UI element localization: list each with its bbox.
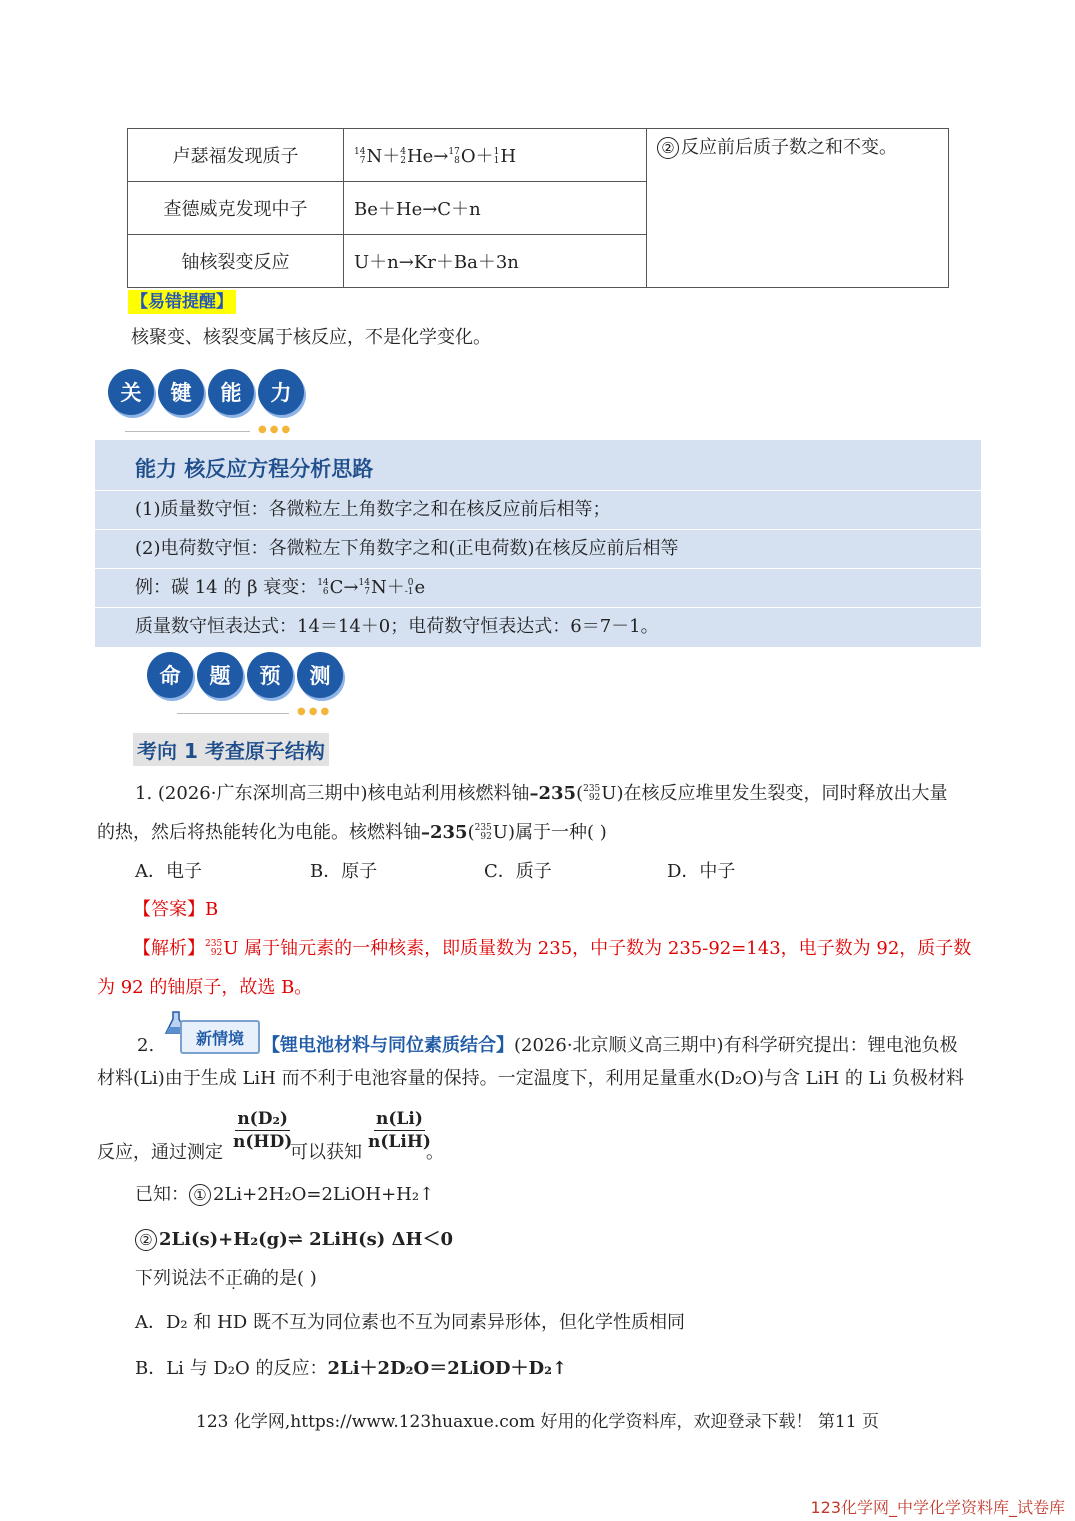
option-c: C．质子 bbox=[484, 861, 552, 882]
title-char: 力 bbox=[258, 369, 304, 415]
table-cell-name: 铀核裂变反应 bbox=[128, 235, 344, 288]
divider bbox=[95, 607, 981, 608]
ability-heading: 能力 核反应方程分析思路 bbox=[135, 457, 374, 481]
title-char: 预 bbox=[247, 652, 293, 698]
divider bbox=[125, 431, 250, 432]
divider bbox=[95, 568, 981, 569]
dots-decoration: ●●● bbox=[258, 424, 294, 435]
divider bbox=[95, 529, 981, 530]
option-b: B．原子 bbox=[310, 861, 378, 882]
dots-decoration: ●●● bbox=[297, 706, 333, 717]
option-a: A．电子 bbox=[135, 861, 202, 882]
q2-line: 。 bbox=[426, 1142, 444, 1163]
analysis-line: 为 92 的铀原子，故选 B。 bbox=[97, 977, 313, 998]
q2-line: 材料(Li)由于生成 LiH 而不利于电池容量的保持。一定温度下，利用足量重水(D₂O)与含 LiH 的 Li 负极材料 bbox=[97, 1068, 965, 1089]
table-cell-name: 卢瑟福发现质子 bbox=[128, 129, 344, 182]
section-title-key-ability bbox=[108, 369, 304, 415]
nuclear-reaction-table bbox=[127, 128, 949, 288]
option-d: D．中子 bbox=[667, 861, 736, 882]
section-title-prediction bbox=[147, 652, 343, 698]
q2-line: 【锂电池材料与同位素质结合】(2026·北京顺义高三期中)有科学研究提出：锂电池负极 bbox=[262, 1035, 958, 1056]
q2-line: 可以获知 bbox=[290, 1142, 362, 1163]
known-line: 已知： ① 2Li+2H₂O=2LiOH+H₂↑ bbox=[135, 1184, 435, 1205]
divider bbox=[177, 713, 289, 714]
table-row bbox=[128, 129, 949, 182]
table-cell-equation: Be＋He→C＋n bbox=[344, 182, 647, 235]
analysis-line: 【解析】 235 92 U 属于铀元素的一种核素，即质量数为 235，中子数为 235-92=143，电子数为 92，质子数 bbox=[133, 938, 972, 959]
q2-ask: 下列说法不正确的是( ) bbox=[135, 1268, 317, 1289]
site-watermark: 123化学网_中学化学资料库_试卷库 bbox=[810, 1498, 1065, 1517]
title-char: 关 bbox=[108, 369, 154, 415]
tip-text: 核聚变、核裂变属于核反应，不是化学变化。 bbox=[131, 327, 491, 348]
ability-example: 例：碳 14 的 β 衰变： 14 6 C→ 14 7 N＋ 0 -1 e bbox=[135, 577, 426, 598]
divider bbox=[95, 490, 981, 491]
new-context-badge: 新情境 bbox=[180, 1020, 260, 1054]
q1-line: 的热，然后将热能转化为电能。核燃料铀–235( 235 92 U)属于一种( ) bbox=[97, 822, 607, 843]
table-cell-equation: 14 7 N＋ 4 2 He→ 17 8 O＋ 1 1 H bbox=[344, 129, 647, 182]
fraction-li-lih: n(Li) n(LiH) bbox=[368, 1109, 431, 1152]
tip-label: 【易错提醒】 bbox=[128, 290, 236, 314]
fraction-d2-hd: $\frac{\text{n(D₂)}}{n(HD)}$ bbox=[233, 1109, 293, 1152]
ability-line: (2)电荷数守恒：各微粒左下角数字之和(正电荷数)在核反应前后相等 bbox=[135, 538, 679, 559]
title-char: 题 bbox=[197, 652, 243, 698]
section-heading: 考向 1 考查原子结构 bbox=[133, 733, 329, 766]
q1-line: 1. (2026·广东深圳高三期中)核电站利用核燃料铀–235( 235 92 U)在核反应堆里发生裂变，同时释放出大量 bbox=[135, 783, 948, 804]
title-char: 键 bbox=[158, 369, 204, 415]
title-char: 命 bbox=[147, 652, 193, 698]
table-cell-name: 查德威克发现中子 bbox=[128, 182, 344, 235]
option-b: B．Li 与 D₂O 的反应：2Li＋2D₂O＝2LiOD＋D₂↑ bbox=[135, 1358, 568, 1379]
answer: 【答案】B bbox=[133, 899, 219, 920]
title-char: 能 bbox=[208, 369, 254, 415]
option-a: A．D₂ 和 HD 既不互为同位素也不互为同素异形体，但化学性质相同 bbox=[135, 1312, 685, 1333]
known-line: ② 2Li(s)+H₂(g)⇌ 2LiH(s) ΔH＜0 bbox=[135, 1228, 453, 1252]
ability-line: (1)质量数守恒：各微粒左上角数字之和在核反应前后相等； bbox=[135, 499, 611, 520]
q2-line: 反应，通过测定 bbox=[97, 1142, 223, 1163]
ability-line: 质量数守恒表达式：14＝14＋0；电荷数守恒表达式：6＝7－1。 bbox=[135, 616, 659, 637]
table-cell-note: ② 反应前后质子数之和不变。 bbox=[647, 129, 949, 288]
table-cell-equation: U＋n→Kr＋Ba＋3n bbox=[344, 235, 647, 288]
q2-number: 2. bbox=[137, 1035, 155, 1056]
page-footer: 123 化学网,https://www.123huaxue.com 好用的化学资料库，欢迎登录下载！ 第11 页 bbox=[196, 1412, 879, 1432]
title-char: 测 bbox=[297, 652, 343, 698]
